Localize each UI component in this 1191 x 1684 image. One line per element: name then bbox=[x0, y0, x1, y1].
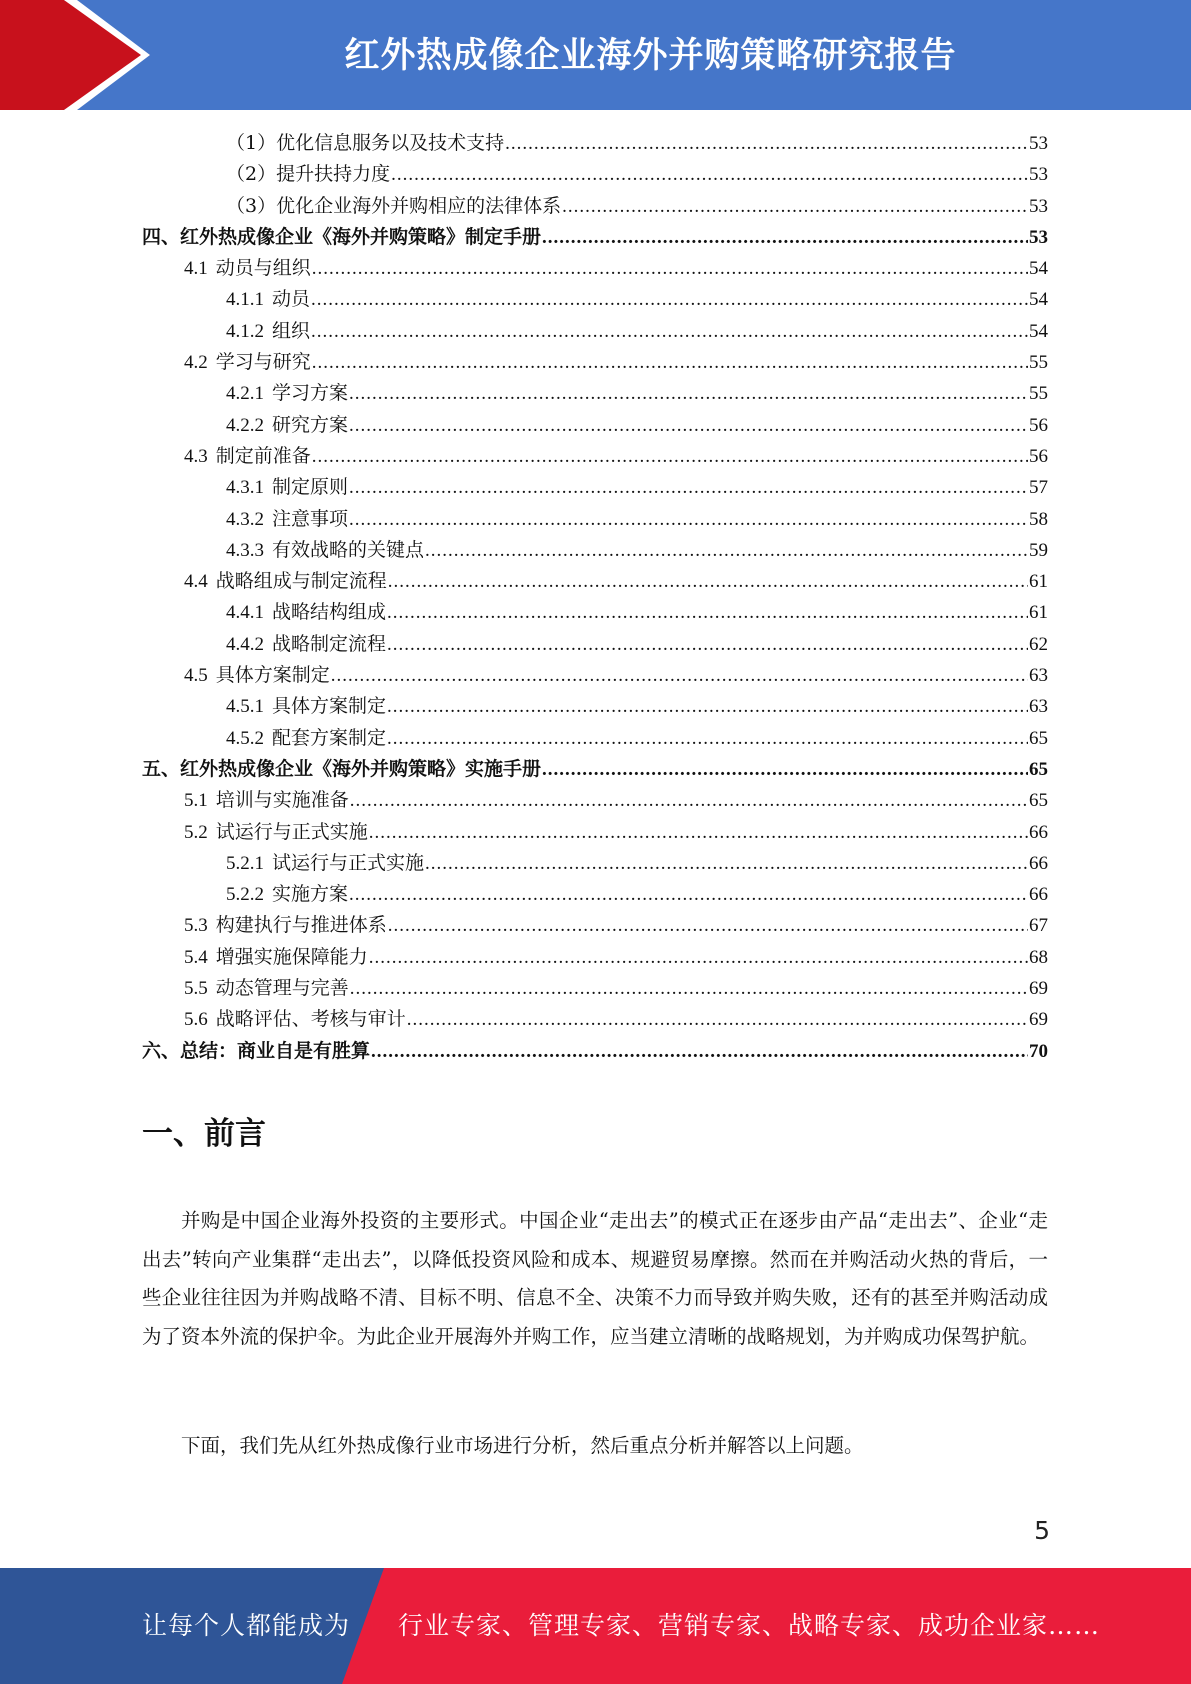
toc-entry[interactable] bbox=[142, 1004, 1048, 1035]
page-number: 5 bbox=[1034, 1516, 1050, 1545]
toc-entry[interactable] bbox=[142, 973, 1048, 1004]
toc-dot-leader bbox=[349, 378, 1028, 409]
toc-entry[interactable] bbox=[142, 441, 1048, 472]
toc-entry-page: 62 bbox=[1029, 633, 1048, 655]
body-paragraph: 下面，我们先从红外热成像行业市场进行分析，然后重点分析并解答以上问题。 bbox=[181, 1434, 864, 1457]
toc-entry-label bbox=[226, 535, 424, 566]
toc-entry[interactable] bbox=[142, 1036, 1048, 1067]
toc-entry-title: 战略结构组成 bbox=[272, 601, 387, 624]
toc-entry-number: 4.1 bbox=[184, 258, 208, 280]
toc-entry-number: 4.2.1 bbox=[226, 383, 264, 405]
toc-entry-label bbox=[226, 378, 348, 409]
toc-entry-title: 具体方案制定 bbox=[272, 695, 387, 718]
toc-dot-leader bbox=[542, 754, 1028, 785]
toc-entry-label bbox=[226, 629, 386, 660]
toc-dot-leader bbox=[505, 128, 1028, 159]
toc-entry-number: 4.5.2 bbox=[226, 727, 264, 749]
toc-entry-page: 55 bbox=[1029, 352, 1048, 374]
toc-entry-page: 65 bbox=[1029, 790, 1048, 812]
toc-entry-label bbox=[226, 472, 348, 503]
toc-entry-title: 培训与实施准备 bbox=[215, 789, 349, 812]
toc-entry-page: 53 bbox=[1029, 195, 1048, 217]
toc-dot-leader bbox=[387, 691, 1028, 722]
toc-entry-label bbox=[184, 910, 387, 941]
table-of-contents bbox=[142, 128, 1048, 1067]
toc-entry-page: 59 bbox=[1029, 539, 1048, 561]
toc-entry-page: 61 bbox=[1029, 602, 1048, 624]
toc-dot-leader bbox=[387, 723, 1028, 754]
toc-entry[interactable] bbox=[142, 629, 1048, 660]
toc-entry-label bbox=[226, 159, 390, 190]
footer-slogan-right: 行业专家、管理专家、营销专家、战略专家、成功企业家…… bbox=[398, 1611, 1101, 1640]
toc-entry-page: 63 bbox=[1029, 696, 1048, 718]
toc-entry-number: 4.1.2 bbox=[226, 320, 264, 342]
toc-entry[interactable] bbox=[142, 191, 1048, 222]
toc-dot-leader bbox=[349, 504, 1028, 535]
toc-entry-label bbox=[142, 222, 541, 253]
toc-entry[interactable] bbox=[142, 410, 1048, 441]
toc-dot-leader bbox=[349, 472, 1028, 503]
toc-entry-label bbox=[226, 723, 386, 754]
toc-dot-leader bbox=[369, 942, 1028, 973]
toc-entry-number: 5.2.2 bbox=[226, 884, 264, 906]
toc-entry[interactable] bbox=[142, 504, 1048, 535]
toc-entry-title: 配套方案制定 bbox=[272, 726, 387, 749]
toc-entry-page: 69 bbox=[1029, 978, 1048, 1000]
toc-entry-label bbox=[226, 848, 424, 879]
toc-entry-label bbox=[184, 1004, 406, 1035]
toc-entry[interactable] bbox=[142, 347, 1048, 378]
toc-dot-leader bbox=[350, 973, 1028, 1004]
toc-entry-label bbox=[184, 347, 311, 378]
toc-entry-title: 六、总结：商业自是有胜算 bbox=[142, 1039, 371, 1062]
toc-entry-number: 4.5.1 bbox=[226, 696, 264, 718]
toc-entry-page: 66 bbox=[1029, 821, 1048, 843]
toc-dot-leader bbox=[387, 597, 1028, 628]
toc-entry-label bbox=[226, 691, 386, 722]
toc-entry-number: 5.5 bbox=[184, 978, 208, 1000]
toc-entry-title: 具体方案制定 bbox=[215, 664, 330, 687]
toc-dot-leader bbox=[350, 785, 1028, 816]
toc-entry[interactable] bbox=[142, 284, 1048, 315]
toc-entry-title: 五、红外热成像企业《海外并购策略》实施手册 bbox=[142, 757, 542, 780]
toc-entry-title: 战略评估、考核与审计 bbox=[215, 1008, 406, 1031]
toc-entry[interactable] bbox=[142, 535, 1048, 566]
toc-entry-label bbox=[184, 441, 311, 472]
toc-entry[interactable] bbox=[142, 785, 1048, 816]
toc-dot-leader bbox=[371, 1036, 1028, 1067]
toc-entry-label bbox=[184, 253, 311, 284]
toc-dot-leader bbox=[407, 1004, 1028, 1035]
toc-entry-label bbox=[142, 1036, 370, 1067]
toc-entry-label bbox=[142, 754, 541, 785]
toc-entry-label bbox=[226, 316, 310, 347]
toc-entry-page: 57 bbox=[1029, 477, 1048, 499]
toc-dot-leader bbox=[369, 817, 1028, 848]
toc-entry[interactable] bbox=[142, 817, 1048, 848]
toc-entry-page: 53 bbox=[1029, 164, 1048, 186]
toc-entry-title: （1）优化信息服务以及技术支持 bbox=[226, 132, 505, 154]
toc-entry-number: 5.2 bbox=[184, 821, 208, 843]
toc-entry-page: 65 bbox=[1029, 758, 1048, 780]
toc-entry-number: 4.3.1 bbox=[226, 477, 264, 499]
toc-entry-number: 4.4.1 bbox=[226, 602, 264, 624]
toc-entry-title: 学习方案 bbox=[272, 382, 349, 405]
toc-dot-leader bbox=[312, 441, 1028, 472]
toc-entry-page: 63 bbox=[1029, 665, 1048, 687]
section-heading: 一、前言 bbox=[142, 1116, 266, 1152]
toc-entry-page: 53 bbox=[1029, 226, 1048, 248]
toc-entry-number: 4.3.3 bbox=[226, 539, 264, 561]
toc-entry[interactable] bbox=[142, 848, 1048, 879]
toc-entry-title: 制定原则 bbox=[272, 476, 349, 499]
toc-entry-label bbox=[184, 942, 368, 973]
toc-entry-title: 试运行与正式实施 bbox=[215, 820, 368, 843]
toc-entry-title: 组织 bbox=[272, 319, 311, 342]
toc-dot-leader bbox=[391, 159, 1028, 190]
toc-entry-page: 69 bbox=[1029, 1009, 1048, 1031]
toc-entry-number: 5.3 bbox=[184, 915, 208, 937]
toc-dot-leader bbox=[542, 222, 1028, 253]
toc-entry-number: 4.2 bbox=[184, 352, 208, 374]
toc-entry-label bbox=[184, 660, 330, 691]
toc-entry-title: （3）优化企业海外并购相应的法律体系 bbox=[226, 194, 562, 217]
toc-entry-label bbox=[226, 504, 348, 535]
toc-dot-leader bbox=[387, 629, 1028, 660]
toc-entry-page: 61 bbox=[1029, 571, 1048, 593]
toc-entry-title: 构建执行与推进体系 bbox=[215, 914, 387, 937]
toc-entry-page: 58 bbox=[1029, 508, 1048, 530]
toc-entry-number: 4.1.1 bbox=[226, 289, 264, 311]
toc-entry-label bbox=[226, 597, 386, 628]
toc-entry-label bbox=[184, 973, 349, 1004]
toc-entry[interactable] bbox=[142, 159, 1048, 190]
toc-entry-label bbox=[226, 879, 348, 910]
toc-entry-page: 54 bbox=[1029, 258, 1048, 280]
toc-entry-page: 53 bbox=[1029, 133, 1048, 154]
body-paragraph: 并购是中国企业海外投资的主要形式。中国企业“走出去”的模式正在逐步由产品“走出去”、企业“走出去”转向产业集群“走出去”，以降低投资风险和成本、规避贸易摩擦。然而在并购活动火热的背后，一些企业往往因为并购战略不清、目标不明、信息不全、决策不力而导致并购失败，还有的甚至并购活动成为了资本外流的保护伞。为此企业开展海外并购工作，应当建立清晰的战略规划，为并购成功保驾护航。 bbox=[142, 1209, 1048, 1348]
toc-entry-title: （2）提升扶持力度 bbox=[226, 163, 391, 186]
toc-entry[interactable] bbox=[142, 316, 1048, 347]
page-header bbox=[0, 0, 1191, 110]
toc-entry-title: 学习与研究 bbox=[215, 351, 311, 374]
toc-dot-leader bbox=[349, 410, 1028, 441]
toc-entry-number: 4.4.2 bbox=[226, 633, 264, 655]
toc-dot-leader bbox=[562, 191, 1028, 222]
toc-dot-leader bbox=[312, 253, 1028, 284]
toc-entry-title: 增强实施保障能力 bbox=[215, 945, 368, 968]
toc-entry[interactable] bbox=[142, 566, 1048, 597]
toc-entry-title: 战略组成与制定流程 bbox=[215, 570, 387, 593]
toc-entry-number: 4.3 bbox=[184, 445, 208, 467]
toc-entry-page: 55 bbox=[1029, 383, 1048, 405]
toc-entry-page: 66 bbox=[1029, 884, 1048, 906]
toc-entry-number: 4.3.2 bbox=[226, 508, 264, 530]
toc-entry[interactable] bbox=[142, 378, 1048, 409]
toc-dot-leader bbox=[311, 316, 1028, 347]
toc-entry-number: 5.4 bbox=[184, 946, 208, 968]
toc-entry-title: 研究方案 bbox=[272, 413, 349, 436]
toc-entry-title: 四、红外热成像企业《海外并购策略》制定手册 bbox=[142, 225, 542, 248]
toc-entry[interactable] bbox=[142, 754, 1048, 785]
page-footer bbox=[0, 1568, 1191, 1684]
toc-entry[interactable] bbox=[142, 910, 1048, 941]
toc-entry-page: 56 bbox=[1029, 445, 1048, 467]
toc-entry-number: 5.2.1 bbox=[226, 852, 264, 874]
toc-entry-page: 54 bbox=[1029, 320, 1048, 342]
toc-entry-title: 战略制定流程 bbox=[272, 632, 387, 655]
toc-entry-title: 动态管理与完善 bbox=[215, 977, 349, 1000]
toc-entry-number: 4.4 bbox=[184, 571, 208, 593]
toc-entry[interactable] bbox=[142, 660, 1048, 691]
toc-entry[interactable] bbox=[142, 597, 1048, 628]
toc-entry-page: 65 bbox=[1029, 727, 1048, 749]
toc-entry-page: 54 bbox=[1029, 289, 1048, 311]
toc-entry-title: 动员 bbox=[272, 288, 311, 311]
toc-entry-label bbox=[184, 817, 368, 848]
toc-entry[interactable] bbox=[142, 723, 1048, 754]
toc-dot-leader bbox=[425, 535, 1028, 566]
toc-dot-leader bbox=[388, 566, 1028, 597]
toc-entry-label bbox=[184, 785, 349, 816]
toc-dot-leader bbox=[311, 284, 1028, 315]
toc-entry-title: 制定前准备 bbox=[215, 444, 311, 467]
report-title: 红外热成像企业海外并购策略研究报告 bbox=[344, 36, 957, 76]
toc-dot-leader bbox=[312, 347, 1028, 378]
toc-entry-number: 4.5 bbox=[184, 665, 208, 687]
toc-entry-label bbox=[184, 566, 387, 597]
toc-entry-title: 注意事项 bbox=[272, 507, 349, 530]
toc-dot-leader bbox=[388, 910, 1028, 941]
footer-slogan-left: 让每个人都能成为 bbox=[142, 1611, 351, 1640]
toc-entry[interactable] bbox=[142, 942, 1048, 973]
toc-dot-leader bbox=[349, 879, 1028, 910]
toc-entry-label bbox=[226, 128, 504, 159]
toc-entry-number: 4.2.2 bbox=[226, 414, 264, 436]
toc-entry[interactable] bbox=[142, 253, 1048, 284]
toc-entry-page: 66 bbox=[1029, 852, 1048, 874]
toc-entry-title: 有效战略的关键点 bbox=[272, 538, 425, 561]
toc-entry[interactable] bbox=[142, 128, 1048, 159]
toc-entry-label bbox=[226, 284, 310, 315]
toc-entry-number: 5.6 bbox=[184, 1009, 208, 1031]
toc-entry-page: 56 bbox=[1029, 414, 1048, 436]
toc-entry-number: 5.1 bbox=[184, 790, 208, 812]
toc-entry[interactable] bbox=[142, 691, 1048, 722]
toc-entry-title: 实施方案 bbox=[272, 883, 349, 906]
toc-entry[interactable] bbox=[142, 879, 1048, 910]
toc-entry-label bbox=[226, 191, 561, 222]
toc-dot-leader bbox=[331, 660, 1028, 691]
toc-entry-page: 70 bbox=[1029, 1040, 1048, 1062]
toc-entry-title: 动员与组织 bbox=[215, 257, 311, 280]
toc-entry-page: 68 bbox=[1029, 946, 1048, 968]
toc-entry-label bbox=[226, 410, 348, 441]
toc-entry-page: 67 bbox=[1029, 915, 1048, 937]
toc-entry[interactable] bbox=[142, 472, 1048, 503]
toc-dot-leader bbox=[425, 848, 1028, 879]
toc-entry[interactable] bbox=[142, 222, 1048, 253]
toc-entry-title: 试运行与正式实施 bbox=[272, 851, 425, 874]
